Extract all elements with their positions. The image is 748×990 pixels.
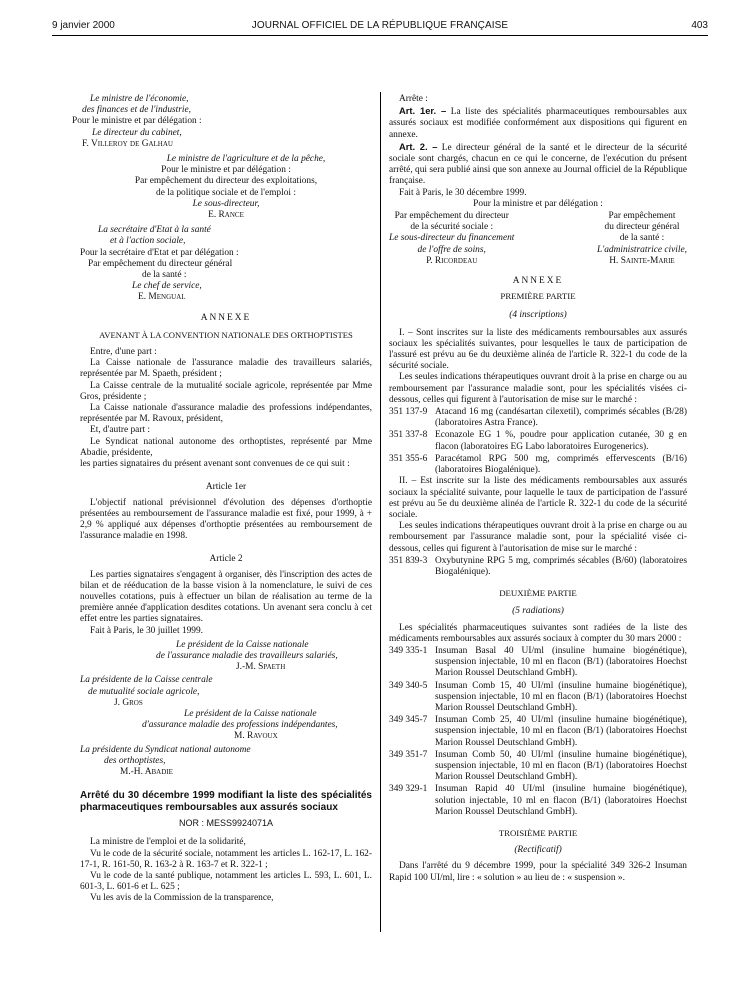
part-2-subtitle: (5 radiations) xyxy=(512,606,564,617)
sig-line: de mutualité sociale agricole, xyxy=(88,686,200,697)
sig-name: F. Villeroy de Galhau xyxy=(82,138,173,149)
column-divider xyxy=(380,92,381,932)
sig-name: J. Gros xyxy=(114,697,143,708)
sig-line: de la santé : xyxy=(619,233,665,244)
right-column xyxy=(389,94,687,884)
list-item xyxy=(389,681,687,715)
signature-agriculture xyxy=(80,154,372,221)
signature-securite-sociale xyxy=(389,211,514,267)
article-1-paragraph xyxy=(389,105,687,141)
cip-code: 349 340-5 xyxy=(389,680,428,691)
list-item xyxy=(389,430,687,452)
article-1-title: Article 1er xyxy=(205,482,247,493)
list-item xyxy=(389,750,687,784)
sig-line: Par empêchement du directeur des exploitations, xyxy=(134,176,318,187)
sig-name: M.-H. Abadie xyxy=(120,766,173,777)
sig-line: Le président de la Caisse nationale xyxy=(184,708,317,719)
paragraph: La ministre de l'emploi et de la solidarité, xyxy=(90,837,246,848)
sig-line: Par empêchement du directeur général xyxy=(88,258,233,269)
sig-line: Le directeur du cabinet, xyxy=(92,127,182,138)
sig-line: des orthoptistes, xyxy=(104,755,166,766)
paragraph: I. – Sont inscrites sur la liste des médicaments remboursables aux assurés sociaux les spécialités suivantes, pour lesquelles le taux de participation de l'assuré est prévu au 6e du deuxième alinéa de l'article R. 322-1 du code de la sécurité sociale. xyxy=(389,327,687,372)
paragraph: Entre, d'une part : xyxy=(90,347,157,358)
product-description: Atacand 16 mg (candésartan cilexetil), comprimés sécables (B/28) (laboratoires Astra France). xyxy=(435,407,687,429)
sig-line: Pour le ministre et par délégation : xyxy=(161,165,291,176)
paragraph: Vu le code de la sécurité sociale, notamment les articles L. 162-17, L. 162-17-1, R. 161-50, R. 163-2 à R. 163-7 et R. 322-1 ; xyxy=(80,848,372,870)
sig-line: Pour le ministre et par délégation : xyxy=(72,116,202,127)
art-2-label: Art. 2. – xyxy=(399,140,438,152)
cip-code: 351 839-3 xyxy=(389,555,428,566)
cip-code: 351 355-6 xyxy=(389,453,428,464)
list-item xyxy=(389,784,687,818)
parties-block xyxy=(80,347,372,470)
sig-line: de la politique sociale et de l'emploi : xyxy=(156,187,296,198)
annexe-title: ANNEXE xyxy=(512,276,564,287)
arrete-heading: Arrêté du 30 décembre 1999 modifiant la liste des spécialités pharmaceutiques remboursables aux assurés sociaux xyxy=(80,790,372,813)
art-2-text: Le directeur général de la santé et le directeur de la sécurité sociale sont chargés, chacun en ce qui le concerne, de l'exécution du présent arrêté, qui sera publié ainsi que son annexe au Journal officiel de la République française. xyxy=(389,142,687,187)
cip-code: 351 337-8 xyxy=(389,430,428,441)
sig-line: Le ministre de l'économie, xyxy=(90,94,189,104)
sig-line: Le chef de service, xyxy=(132,281,202,292)
sig-name: P. Ricordeau xyxy=(426,255,478,266)
paragraph: Vu le code de la santé publique, notamment les articles L. 593, L. 601, L. 601-3, L. 601-6 et L. 625 ; xyxy=(80,870,372,893)
article-2-title: Article 2 xyxy=(209,554,243,565)
sig-line: de l'offre de soins, xyxy=(417,244,486,255)
header-journal-title: JOURNAL OFFICIEL DE LA RÉPUBLIQUE FRANÇAISE xyxy=(251,20,509,31)
product-description: Insuman Comb 25, 40 UI/ml (insuline humaine biogénétique), suspension injectable, 10 ml en flacon (B/1) (laboratoires Hoechst Marion Roussel Deutschland GmbH). xyxy=(435,715,687,748)
nor-reference: NOR : MESS9924071A xyxy=(178,818,274,829)
sig-line: de l'assurance maladie des travailleurs salariés, xyxy=(156,650,338,661)
pour-la-ministre: Pour la ministre et par délégation : xyxy=(473,198,603,209)
sig-name: E. Mengual xyxy=(138,292,186,303)
paragraph: Et, d'autre part : xyxy=(90,425,150,436)
article-2-text: Les parties signataires s'engagent à organiser, dès l'inscription des actes de bilan et de rééducation de la basse vision à la nomenclature, le suivi de ces nouvelles cotations, puis à effectuer un bilan de réalisation au terme de la première année d'application desdites cotations. Un avenant sera conclu à cet effet entre les parties signataires. xyxy=(80,569,372,625)
visas-block xyxy=(80,837,372,904)
sig-line: du directeur général xyxy=(604,222,680,233)
sig-line: La secrétaire d'Etat à la santé xyxy=(98,225,211,236)
paragraph: Les seules indications thérapeutiques ouvrant droit à la prise en charge ou au remboursement par l'assurance maladie sont, pour la spécialité visée ci-dessous, celles qui figurent à l'autorisation de mise sur le marché : xyxy=(389,521,687,554)
paragraph: Les seules indications thérapeutiques ouvrant droit à la prise en charge ou au remboursement par l'assurance maladie sont, pour les spécialités visées ci-dessous, celles qui figurent à l'autorisation de mise sur le marché : xyxy=(389,372,687,405)
sig-line: des finances et de l'industrie, xyxy=(82,105,192,116)
inscriptions-list-1 xyxy=(389,407,687,476)
signature-sante xyxy=(80,225,372,303)
paragraph: Vu les avis de la Commission de la transparence, xyxy=(90,893,274,904)
list-item xyxy=(389,646,687,680)
sig-line: La présidente du Syndicat national autonome xyxy=(80,744,251,755)
cip-code: 349 335-1 xyxy=(389,645,428,656)
radiations-list xyxy=(389,646,687,818)
sig-line: d'assurance maladie des professions indépendantes, xyxy=(142,720,338,731)
sig-line: L'administratrice civile, xyxy=(596,244,687,255)
sig-line: La présidente de la Caisse centrale xyxy=(80,675,213,686)
product-description: Paracétamol RPG 500 mg, comprimés effervescents (B/16) (laboratoires Biogalénique). xyxy=(435,453,687,476)
paragraph: Le Syndicat national autonome des orthoptistes, représenté par Mme Abadie, présidente, xyxy=(80,436,372,458)
cip-code: 351 137-9 xyxy=(389,407,428,418)
sig-name: E. Rance xyxy=(208,210,244,221)
paragraph: II. – Est inscrite sur la liste des médicaments remboursables aux assurés sociaux la spécialité suivante, pour laquelle le taux de participation de l'assuré est prévu au 5e du deuxième alinéa de l'article R. 322-1 du code de la sécurité sociale. xyxy=(389,476,687,520)
paragraph: Dans l'arrêté du 9 décembre 1999, pour la spécialité 349 326-2 Insuman Rapid 100 UI/ml, lire : « solution » au lieu de : « suspension ». xyxy=(389,861,687,883)
arrete-label: Arrête : xyxy=(399,94,428,104)
annexe-title: ANNEXE xyxy=(200,312,252,323)
fait-a-paris: Fait à Paris, le 30 juillet 1999. xyxy=(90,625,204,636)
signatures-arrete xyxy=(389,211,687,267)
signature-sante xyxy=(597,211,687,267)
product-description: Insuman Comb 15, 40 UI/ml (insuline humaine biogénétique), suspension injectable, 10 ml en flacon (B/1) (laboratoires Hoechst Marion Roussel Deutschland GmbH). xyxy=(435,680,687,713)
part-3-subtitle: (Rectificatif) xyxy=(514,845,562,856)
sig-line: Le président de la Caisse nationale xyxy=(176,639,309,650)
sig-line: et à l'action sociale, xyxy=(110,236,186,247)
paragraph: La Caisse nationale d'assurance maladie des professions indépendantes, représentée par M. Ravoux, président, xyxy=(80,403,372,425)
list-item xyxy=(389,407,687,429)
list-item xyxy=(389,556,687,578)
sig-line: Par empêchement du directeur xyxy=(394,211,509,222)
list-item xyxy=(389,715,687,749)
paragraph: Les spécialités pharmaceutiques suivantes sont radiées de la liste des médicaments remboursables aux assurés sociaux à compter du 30 mars 2000 : xyxy=(389,622,687,644)
sig-line: Le sous-directeur du financement xyxy=(389,233,515,244)
sig-line: de la sécurité sociale : xyxy=(410,222,494,233)
art-1-text: La liste des spécialités pharmaceutiques remboursables aux assurés sociaux est modifiée conformément aux dispositions qui figurent en annexe. xyxy=(389,107,688,140)
paragraph: La Caisse nationale de l'assurance maladie des travailleurs salariés, représentée par M. Spaeth, président ; xyxy=(80,358,372,380)
sig-name: J.-M. Spaeth xyxy=(236,662,286,673)
sig-name: M. Ravoux xyxy=(234,731,278,742)
list-item xyxy=(389,454,687,476)
paragraph: La Caisse centrale de la mutualité sociale agricole, représentée par Mme Gros, présidente ; xyxy=(80,380,372,402)
product-description: Econazole EG 1 %, poudre pour application cutanée, 30 g en flacon (laboratoires EG Labo laboratoires Eurogenerics). xyxy=(435,430,687,452)
inscriptions-list-2 xyxy=(389,556,687,578)
part-3-title: TROISIÈME PARTIE xyxy=(498,827,578,838)
sig-line: de la santé : xyxy=(142,270,187,281)
cip-code: 349 329-1 xyxy=(389,784,428,795)
header-page-number: 403 xyxy=(691,20,708,31)
product-description: Insuman Rapid 40 UI/ml (insuline humaine biogénétique), solution injectable, 10 ml en flacon (B/1) (laboratoires Hoechst Marion Roussel Deutschland GmbH). xyxy=(435,784,687,817)
sig-line: Le ministre de l'agriculture et de la pêche, xyxy=(166,154,326,165)
product-description: Oxybutynine RPG 5 mg, comprimés sécables (B/60) (laboratoires Biogalénique). xyxy=(435,555,687,577)
product-description: Insuman Comb 50, 40 UI/ml (insuline humaine biogénétique), suspension injectable, 10 ml en flacon (B/1) (laboratoires Hoechst Marion Roussel Deutschland GmbH). xyxy=(435,749,687,783)
sig-line: Pour la secrétaire d'Etat et par délégation : xyxy=(80,247,239,258)
cip-code: 349 345-7 xyxy=(389,715,428,726)
part-1-title: PREMIÈRE PARTIE xyxy=(500,291,576,302)
part-2-title: DEUXIÈME PARTIE xyxy=(499,588,577,599)
paragraph: les parties signataires du présent avenant sont convenues de ce qui suit : xyxy=(80,459,350,470)
avenant-title: AVENANT À LA CONVENTION NATIONALE DES ORTHOPTISTES xyxy=(99,329,353,340)
cip-code: 349 351-7 xyxy=(389,749,428,760)
article-1-text: L'objectif national prévisionnel d'évolution des dépenses d'orthoptie présentées au remboursement de l'assurance maladie est fixé, pour 1999, à + 2,9 % appliqué aux dépenses d'orthoptie présentées au remboursement de l'assurance maladie en 1998. xyxy=(80,497,372,542)
sig-line: Le sous-directeur, xyxy=(192,198,260,209)
header-rule xyxy=(52,35,708,36)
art-1-label: Art. 1er. – xyxy=(399,105,447,117)
article-2-paragraph xyxy=(389,141,687,188)
signature-economie xyxy=(72,94,372,150)
signatures-avenant xyxy=(80,640,372,778)
left-column xyxy=(72,94,372,905)
product-description: Insuman Basal 40 UI/ml (insuline humaine biogénétique), suspension injectable, 10 ml en flacon (B/1) (laboratoires Hoechst Marion Roussel Deutschland GmbH). xyxy=(435,645,687,679)
part-1-subtitle: (4 inscriptions) xyxy=(509,310,567,321)
header-date: 9 janvier 2000 xyxy=(52,20,115,31)
sig-name: H. Sainte-Marie xyxy=(609,255,675,266)
page-header xyxy=(52,20,708,36)
fait-a-paris: Fait à Paris, le 30 décembre 1999. xyxy=(399,187,527,198)
sig-line: Par empêchement xyxy=(608,211,676,222)
